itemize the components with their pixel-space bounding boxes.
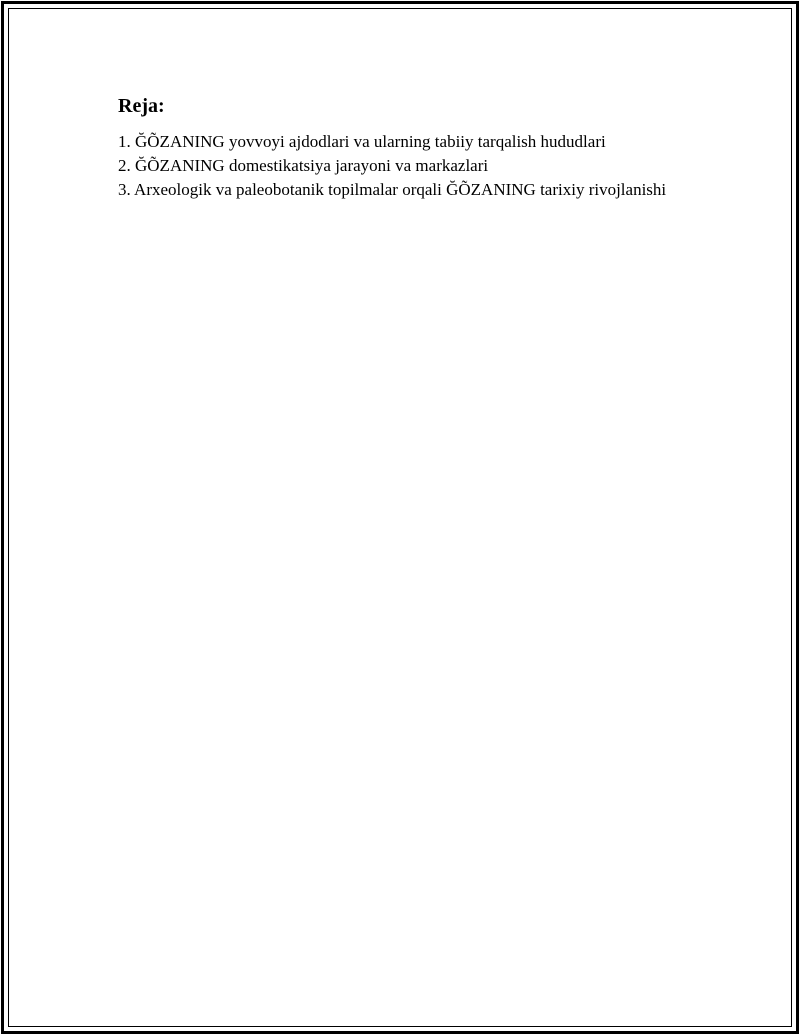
plan-title: Reja: (118, 95, 165, 117)
document-body (118, 94, 678, 202)
plan-list (118, 130, 678, 202)
plan-item-2: 2. ĞÕZANING domestikatsiya jarayoni va markazlari (118, 156, 489, 175)
plan-item-1: 1. ĞÕZANING yovvoyi ajdodlari va ularning tabiiy tarqalish hududlari (118, 132, 606, 151)
plan-item-3: 3. Arxeologik va paleobotanik topilmalar orqali ĞÕZANING tarixiy rivojlanishi (118, 180, 667, 199)
